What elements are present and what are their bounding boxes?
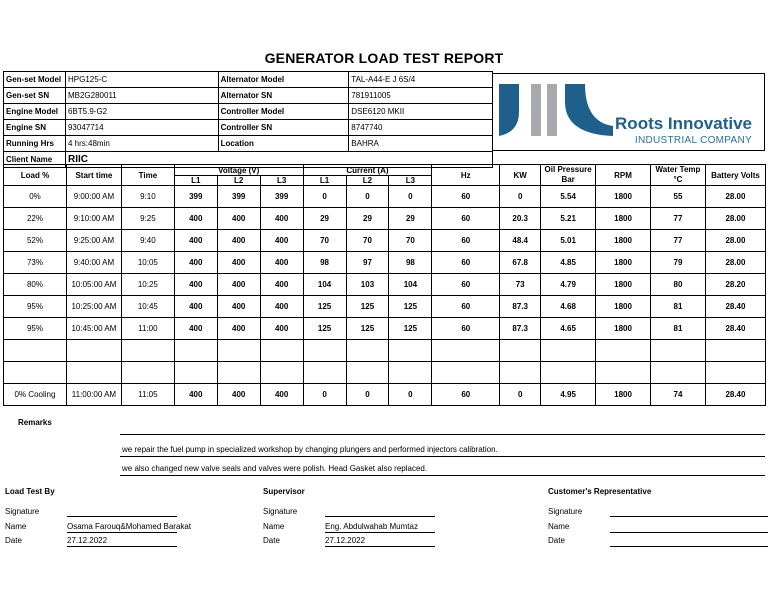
table-cell: 81 — [651, 318, 706, 340]
table-cell: 11:00:00 AM — [66, 384, 121, 406]
table-cell: 0 — [303, 384, 346, 406]
signoff-rule — [67, 516, 177, 517]
table-cell: 399 — [217, 186, 260, 208]
table-cell: 4.65 — [541, 318, 596, 340]
table-cell: 125 — [346, 296, 389, 318]
header-battery-volts: Battery Volts — [705, 165, 765, 186]
table-cell: 125 — [389, 296, 432, 318]
table-cell: 0 — [346, 186, 389, 208]
info-label: Controller SN — [218, 120, 349, 136]
table-cell — [389, 340, 432, 362]
table-cell: 9:25:00 AM — [66, 230, 121, 252]
client-label: Client Name — [4, 152, 66, 168]
remarks-line-1: we repair the fuel pump in specialized workshop by changing plungers and performed injectors calibration. — [122, 445, 498, 454]
table-cell: 11:00 — [121, 318, 174, 340]
table-cell: 28.40 — [705, 318, 765, 340]
date-label: Date — [263, 536, 280, 545]
info-label: Running Hrs — [4, 136, 66, 152]
table-cell: 9:40 — [121, 230, 174, 252]
table-cell — [389, 362, 432, 384]
table-cell: 98 — [303, 252, 346, 274]
table-cell: 60 — [432, 208, 500, 230]
table-cell: 400 — [260, 208, 303, 230]
table-cell: 79 — [651, 252, 706, 274]
table-cell: 70 — [389, 230, 432, 252]
table-cell: 95% — [4, 318, 67, 340]
header-current-l2: L2 — [346, 176, 389, 186]
table-cell: 4.95 — [541, 384, 596, 406]
table-cell: 1800 — [596, 208, 651, 230]
signoff-rule — [325, 532, 435, 533]
header-current-l3: L3 — [389, 176, 432, 186]
table-cell: 0 — [500, 186, 541, 208]
client-value: RIIC — [65, 152, 492, 168]
table-cell: 77 — [651, 230, 706, 252]
table-cell — [4, 362, 67, 384]
table-cell — [303, 340, 346, 362]
table-cell: 400 — [217, 274, 260, 296]
signoff-rule — [67, 546, 177, 547]
info-value: 4 hrs:48min — [65, 136, 218, 152]
table-cell: 28.00 — [705, 208, 765, 230]
table-cell: 20.3 — [500, 208, 541, 230]
table-cell: 400 — [174, 274, 217, 296]
table-cell: 77 — [651, 208, 706, 230]
info-value: 8747740 — [349, 120, 493, 136]
header-voltage-l2: L2 — [217, 176, 260, 186]
date-label: Date — [5, 536, 22, 545]
info-row — [4, 88, 493, 104]
signoff-rule — [325, 516, 435, 517]
table-row — [4, 362, 766, 384]
table-cell: 60 — [432, 274, 500, 296]
table-cell: 28.20 — [705, 274, 765, 296]
company-logo — [493, 73, 765, 151]
table-cell: 80% — [4, 274, 67, 296]
table-cell: 28.40 — [705, 384, 765, 406]
table-cell: 399 — [260, 186, 303, 208]
table-cell: 1800 — [596, 318, 651, 340]
table-cell: 1800 — [596, 274, 651, 296]
info-value: TAL-A44-E J 6S/4 — [349, 72, 493, 88]
table-cell: 55 — [651, 186, 706, 208]
table-cell: 104 — [303, 274, 346, 296]
info-value: 93047714 — [65, 120, 218, 136]
table-cell: 52% — [4, 230, 67, 252]
table-cell: 400 — [260, 252, 303, 274]
table-cell: 95% — [4, 296, 67, 318]
remarks-rule — [120, 456, 765, 457]
table-row — [4, 252, 766, 274]
signoff-heading: Load Test By — [5, 487, 55, 496]
header-kw: KW — [500, 165, 541, 186]
info-label: Engine Model — [4, 104, 66, 120]
report-title: GENERATOR LOAD TEST REPORT — [264, 50, 504, 66]
table-cell: 400 — [260, 230, 303, 252]
header-voltage-l3: L3 — [260, 176, 303, 186]
table-cell: 98 — [389, 252, 432, 274]
info-row — [4, 72, 493, 88]
table-cell: 4.85 — [541, 252, 596, 274]
table-cell: 125 — [303, 318, 346, 340]
header-voltage-l1: L1 — [174, 176, 217, 186]
table-cell: 400 — [217, 384, 260, 406]
table-cell — [217, 362, 260, 384]
table-cell: 87.3 — [500, 318, 541, 340]
table-cell — [260, 362, 303, 384]
table-cell: 5.21 — [541, 208, 596, 230]
table-cell: 1800 — [596, 252, 651, 274]
table-cell — [260, 340, 303, 362]
signoff-rule — [610, 516, 768, 517]
table-cell: 74 — [651, 384, 706, 406]
info-value: HPG125-C — [65, 72, 218, 88]
signoff-rule — [325, 546, 435, 547]
table-cell: 60 — [432, 296, 500, 318]
name-label: Name — [263, 522, 285, 531]
table-cell: 10:45 — [121, 296, 174, 318]
table-cell: 0 — [500, 384, 541, 406]
load-test-table — [3, 164, 766, 406]
table-cell: 0 — [389, 186, 432, 208]
table-cell: 73% — [4, 252, 67, 274]
table-cell: 28.00 — [705, 186, 765, 208]
info-label: Controller Model — [218, 104, 349, 120]
table-cell: 399 — [174, 186, 217, 208]
table-cell — [500, 340, 541, 362]
table-cell: 400 — [260, 296, 303, 318]
table-cell: 400 — [217, 252, 260, 274]
table-cell: 80 — [651, 274, 706, 296]
table-cell: 400 — [217, 318, 260, 340]
table-row — [4, 340, 766, 362]
info-label: Gen-set Model — [4, 72, 66, 88]
info-label: Gen-set SN — [4, 88, 66, 104]
table-cell — [596, 340, 651, 362]
table-cell: 9:00:00 AM — [66, 186, 121, 208]
table-cell: 0 — [346, 384, 389, 406]
date-value: 27.12.2022 — [67, 536, 108, 545]
table-cell: 0% — [4, 186, 67, 208]
table-cell: 9:10:00 AM — [66, 208, 121, 230]
table-cell: 4.68 — [541, 296, 596, 318]
table-row — [4, 274, 766, 296]
remarks-rule — [120, 475, 765, 476]
table-cell: 28.00 — [705, 230, 765, 252]
table-cell: 400 — [260, 274, 303, 296]
table-cell: 10:25:00 AM — [66, 296, 121, 318]
table-cell: 5.54 — [541, 186, 596, 208]
table-cell: 28.00 — [705, 252, 765, 274]
table-cell: 400 — [174, 230, 217, 252]
table-cell: 400 — [260, 384, 303, 406]
table-cell: 400 — [174, 318, 217, 340]
table-cell: 22% — [4, 208, 67, 230]
info-value: 6BT5.9-G2 — [65, 104, 218, 120]
info-value: MB2G280011 — [65, 88, 218, 104]
table-cell — [174, 340, 217, 362]
info-value: BAHRA — [349, 136, 493, 152]
company-subtitle: INDUSTRIAL COMPANY — [634, 135, 752, 146]
roots-logo-icon — [497, 82, 617, 140]
table-cell: 28.40 — [705, 296, 765, 318]
info-value: DSE6120 MKII — [349, 104, 493, 120]
table-cell: 1800 — [596, 230, 651, 252]
header-water-temp: Water Temp °C — [651, 165, 706, 186]
info-value: 781911005 — [349, 88, 493, 104]
header-voltage: Voltage (V) — [174, 165, 303, 176]
table-cell: 97 — [346, 252, 389, 274]
table-cell: 9:40:00 AM — [66, 252, 121, 274]
table-cell: 11:05 — [121, 384, 174, 406]
table-cell: 0% Cooling — [4, 384, 67, 406]
table-cell: 9:10 — [121, 186, 174, 208]
date-value: 27.12.2022 — [325, 536, 366, 545]
table-cell — [217, 340, 260, 362]
table-cell: 4.79 — [541, 274, 596, 296]
table-cell: 400 — [174, 296, 217, 318]
info-label: Alternator SN — [218, 88, 349, 104]
table-cell — [705, 362, 765, 384]
table-cell: 1800 — [596, 296, 651, 318]
table-cell: 125 — [303, 296, 346, 318]
header-current-l1: L1 — [303, 176, 346, 186]
table-cell — [66, 362, 121, 384]
table-cell: 81 — [651, 296, 706, 318]
name-value: Eng. Abdulwahab Mumtaz — [325, 522, 418, 531]
table-cell — [541, 362, 596, 384]
table-cell: 60 — [432, 186, 500, 208]
signature-label: Signature — [5, 507, 40, 516]
table-cell: 29 — [346, 208, 389, 230]
table-cell: 1800 — [596, 384, 651, 406]
table-cell: 125 — [389, 318, 432, 340]
table-cell: 29 — [303, 208, 346, 230]
table-cell — [346, 340, 389, 362]
table-cell: 5.01 — [541, 230, 596, 252]
signature-label: Signature — [548, 507, 583, 516]
table-cell: 0 — [303, 186, 346, 208]
signoff-rule — [610, 546, 768, 547]
header-hz: Hz — [432, 165, 500, 186]
table-cell: 9:25 — [121, 208, 174, 230]
info-row — [4, 104, 493, 120]
info-label: Location — [218, 136, 349, 152]
table-cell — [66, 340, 121, 362]
table-cell — [705, 340, 765, 362]
header-current: Current (A) — [303, 165, 432, 176]
table-cell: 70 — [303, 230, 346, 252]
signature-label: Signature — [263, 507, 298, 516]
table-row — [4, 208, 766, 230]
table-row — [4, 318, 766, 340]
table-cell: 400 — [174, 252, 217, 274]
header-rpm: RPM — [596, 165, 651, 186]
company-name: Roots Innovative — [615, 114, 752, 133]
table-row — [4, 230, 766, 252]
table-cell — [303, 362, 346, 384]
info-label: Alternator Model — [218, 72, 349, 88]
table-cell: 70 — [346, 230, 389, 252]
table-cell: 400 — [217, 208, 260, 230]
table-cell — [541, 340, 596, 362]
info-label: Engine SN — [4, 120, 66, 136]
table-cell: 10:25 — [121, 274, 174, 296]
header-start-time: Start time — [66, 165, 121, 186]
header-oil-pressure: Oil Pressure Bar — [541, 165, 596, 186]
date-label: Date — [548, 536, 565, 545]
header-time: Time — [121, 165, 174, 186]
table-cell — [174, 362, 217, 384]
table-cell: 104 — [389, 274, 432, 296]
table-cell — [4, 340, 67, 362]
table-cell — [651, 340, 706, 362]
table-cell: 60 — [432, 252, 500, 274]
info-row — [4, 120, 493, 136]
table-cell: 0 — [389, 384, 432, 406]
table-cell — [432, 340, 500, 362]
table-cell: 67.8 — [500, 252, 541, 274]
table-cell — [651, 362, 706, 384]
header-load: Load % — [4, 165, 67, 186]
table-cell — [596, 362, 651, 384]
table-cell — [500, 362, 541, 384]
table-row — [4, 296, 766, 318]
table-cell: 73 — [500, 274, 541, 296]
table-cell: 10:05:00 AM — [66, 274, 121, 296]
table-cell — [432, 362, 500, 384]
table-cell: 48.4 — [500, 230, 541, 252]
signoff-heading: Supervisor — [263, 487, 305, 496]
signoff-rule — [610, 532, 768, 533]
table-cell: 400 — [217, 230, 260, 252]
remarks-line-2: we also changed new valve seals and valves were polish. Head Gasket also replaced. — [122, 464, 428, 473]
table-cell: 10:05 — [121, 252, 174, 274]
name-value: Osama Farouq&Mohamed Barakat — [67, 522, 192, 531]
table-cell: 125 — [346, 318, 389, 340]
table-cell: 400 — [260, 318, 303, 340]
name-label: Name — [548, 522, 570, 531]
table-cell: 103 — [346, 274, 389, 296]
table-cell: 87.3 — [500, 296, 541, 318]
info-row — [4, 136, 493, 152]
table-cell: 1800 — [596, 186, 651, 208]
signoff-rule — [67, 532, 177, 533]
table-cell: 10:45:00 AM — [66, 318, 121, 340]
table-row — [4, 186, 766, 208]
signoff-heading: Customer's Representative — [548, 487, 652, 496]
table-cell: 29 — [389, 208, 432, 230]
info-table — [3, 71, 493, 168]
table-cell: 60 — [432, 318, 500, 340]
remarks-rule — [120, 434, 765, 435]
table-cell — [121, 362, 174, 384]
table-row — [4, 384, 766, 406]
name-label: Name — [5, 522, 27, 531]
table-cell — [346, 362, 389, 384]
remarks-label: Remarks — [18, 418, 52, 427]
table-cell: 60 — [432, 384, 500, 406]
table-cell: 400 — [174, 384, 217, 406]
table-cell: 60 — [432, 230, 500, 252]
table-cell: 400 — [217, 296, 260, 318]
table-cell: 400 — [174, 208, 217, 230]
table-cell — [121, 340, 174, 362]
